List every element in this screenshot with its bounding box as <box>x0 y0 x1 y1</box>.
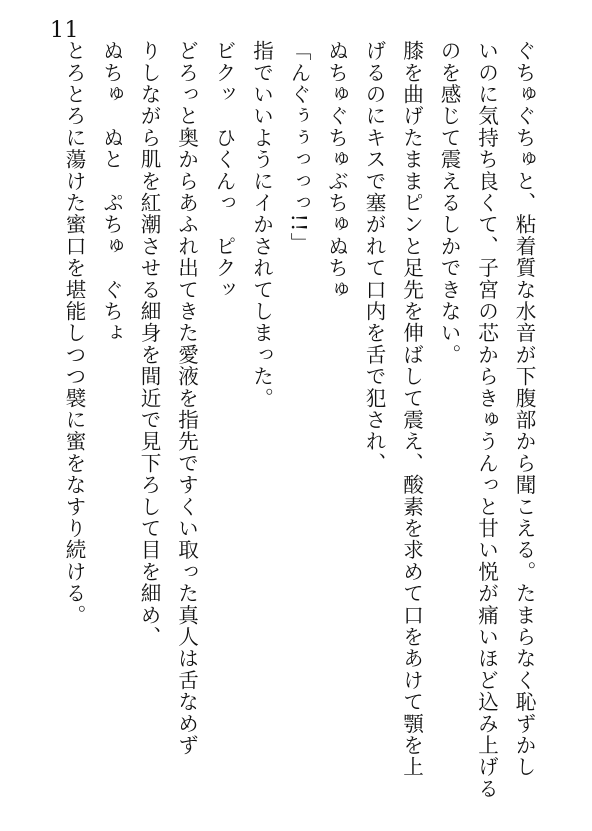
text-line: ぐちゅぐちゅと、粘着質な水音が下腹部から聞こえる。たまらなく恥ずかし <box>512 40 536 778</box>
text-line: げるのにキスで塞がれて口内を舌で犯され、 <box>362 40 386 474</box>
vertical-text-body <box>55 40 543 800</box>
text-line: 「んぐぅぅっっっ!!」 <box>287 40 311 255</box>
text-line: のを感じて震えるしかできない。 <box>437 40 461 366</box>
text-line: ぬちゅ ぬと ぷちゅ ぐちょ <box>99 40 124 344</box>
text-line: いのに気持ち良くて、子宮の芯からきゅうんっと甘い悦が痛いほど込み上げる <box>474 40 499 800</box>
text-line: ビクッ ひくんっ ピクッ <box>212 40 236 301</box>
text-line: 指でいいようにイかされてしまった。 <box>249 40 274 409</box>
text-line: りしながら肌を紅潮させる細身を間近で見下ろして目を細め、 <box>137 40 161 648</box>
text-line: ぬちゅぐちゅぶちゅぬちゅ <box>324 40 349 301</box>
text-line: とろとろに蕩けた蜜口を堪能しつつ襞に蜜をなすり続ける。 <box>62 40 86 626</box>
page-number: 11 <box>50 18 79 43</box>
text-line: 膝を曲げたままピンと足先を伸ばして震え、酸素を求めて口をあけて顎を上 <box>399 40 424 778</box>
text-line: どろっと奥からあふれ出てきた愛液を指先ですくい取った真人は舌なめず <box>174 40 199 757</box>
